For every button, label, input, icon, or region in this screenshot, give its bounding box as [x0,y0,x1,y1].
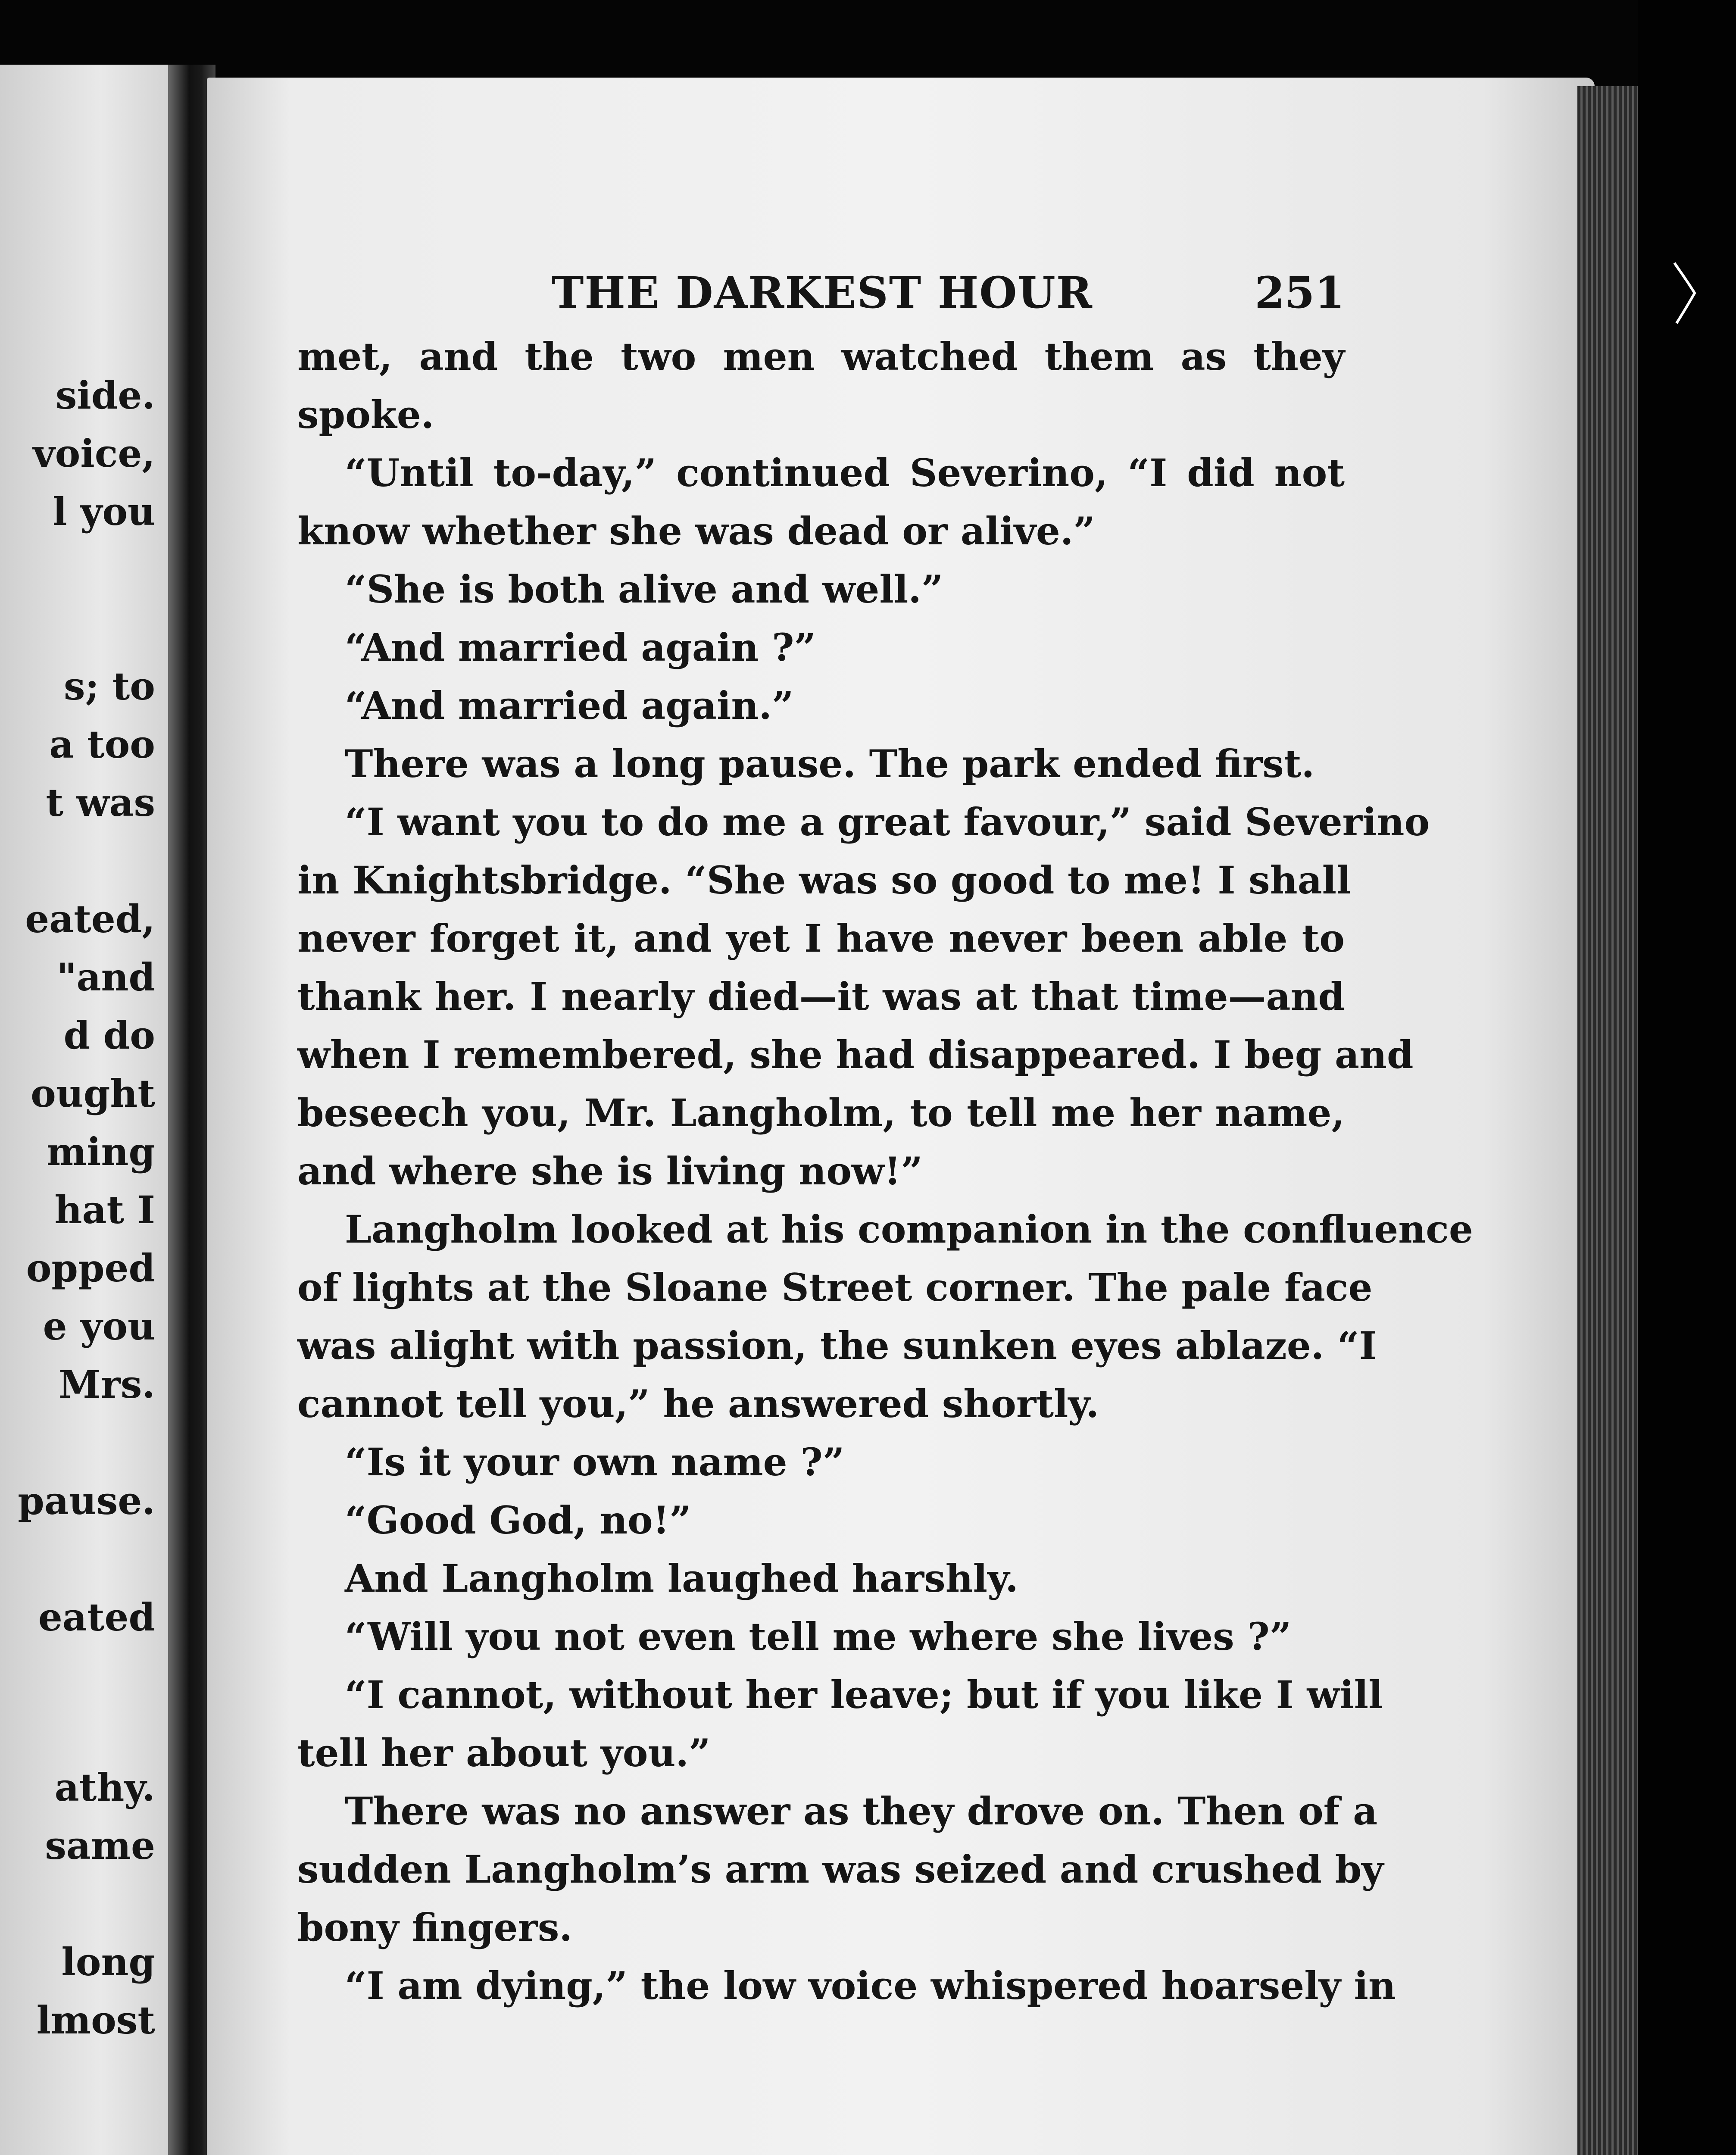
left-page-line: long [61,1940,155,1984]
text-line: “I want you to do me a great favour,” said Severino [345,800,1430,844]
left-page-line: side. [55,373,155,418]
text-line: sudden Langholm’s arm was seized and crushed by [297,1847,1384,1892]
left-page-line: l you [53,489,155,534]
text-line: was alight with passion, the sunken eyes ablaze. “I [297,1323,1377,1368]
left-page-line: hat I [54,1187,155,1232]
left-page-line: same [45,1823,155,1868]
page-number: 251 [1255,267,1345,318]
text-line: “I am dying,” the low voice whispered hoarsely in [345,1963,1396,2008]
left-page-line: ming [46,1129,155,1174]
left-page-line: ought [31,1071,155,1116]
text-line: “I cannot, without her leave; but if you like I will [345,1672,1383,1717]
text-line: And Langholm laughed harshly. [345,1556,1018,1601]
page-corner-mark [1672,259,1698,328]
text-line: met, and the two men watched them as they [297,334,1345,379]
text-line: spoke. [297,392,434,437]
left-page-line: a too [49,722,155,767]
text-line: of lights at the Sloane Street corner. The pale face [297,1265,1373,1310]
left-page-line: eated [38,1595,155,1640]
text-line: never forget it, and yet I have never been able to [297,916,1345,961]
left-page-line: t was [46,780,155,825]
left-page-line: eated, [25,896,155,941]
text-line: “Good God, no!” [345,1498,691,1543]
left-page-line: "and [56,955,155,999]
text-line: thank her. I nearly died—it was at that time—and [297,974,1345,1019]
text-line: in Knightsbridge. “She was so good to me! I shall [297,858,1351,903]
left-page-line: opped [26,1246,155,1290]
text-line: know whether she was dead or alive.” [297,509,1096,553]
left-page-line: voice, [33,431,155,476]
left-page-line: e you [43,1304,155,1349]
left-page-line: lmost [36,1998,155,2043]
left-page-line: athy. [54,1765,155,1810]
text-line: Langholm looked at his companion in the confluence [345,1207,1473,1252]
text-line: when I remembered, she had disappeared. I beg and [297,1032,1414,1077]
left-page-line: d do [63,1013,155,1058]
text-line: “She is both alive and well.” [345,567,943,612]
text-line: bony fingers. [297,1905,572,1950]
left-page-line: Mrs. [59,1362,155,1407]
text-line: beseech you, Mr. Langholm, to tell me her name, [297,1090,1345,1135]
text-line: “Until to-day,” continued Severino, “I did not [345,450,1345,495]
left-page-line: pause. [18,1478,155,1523]
text-line: and where she is living now!” [297,1149,923,1193]
text-line: “And married again.” [345,683,794,728]
text-line: There was no answer as they drove on. Then of a [345,1789,1378,1833]
text-line: tell her about you.” [297,1730,711,1775]
text-line: “And married again ?” [345,625,816,670]
left-page-fragment [0,65,168,2155]
running-title: THE DARKEST HOUR [552,267,1093,318]
text-line: “Is it your own name ?” [345,1440,845,1484]
text-line: “Will you not even tell me where she lives ?” [345,1614,1292,1659]
left-page-line: s; to [63,664,155,709]
page-edge-stack [1577,86,1638,2155]
text-line: cannot tell you,” he answered shortly. [297,1381,1099,1426]
text-line: There was a long pause. The park ended first. [345,741,1315,786]
running-head [297,259,1345,328]
page-text [297,259,1473,2015]
